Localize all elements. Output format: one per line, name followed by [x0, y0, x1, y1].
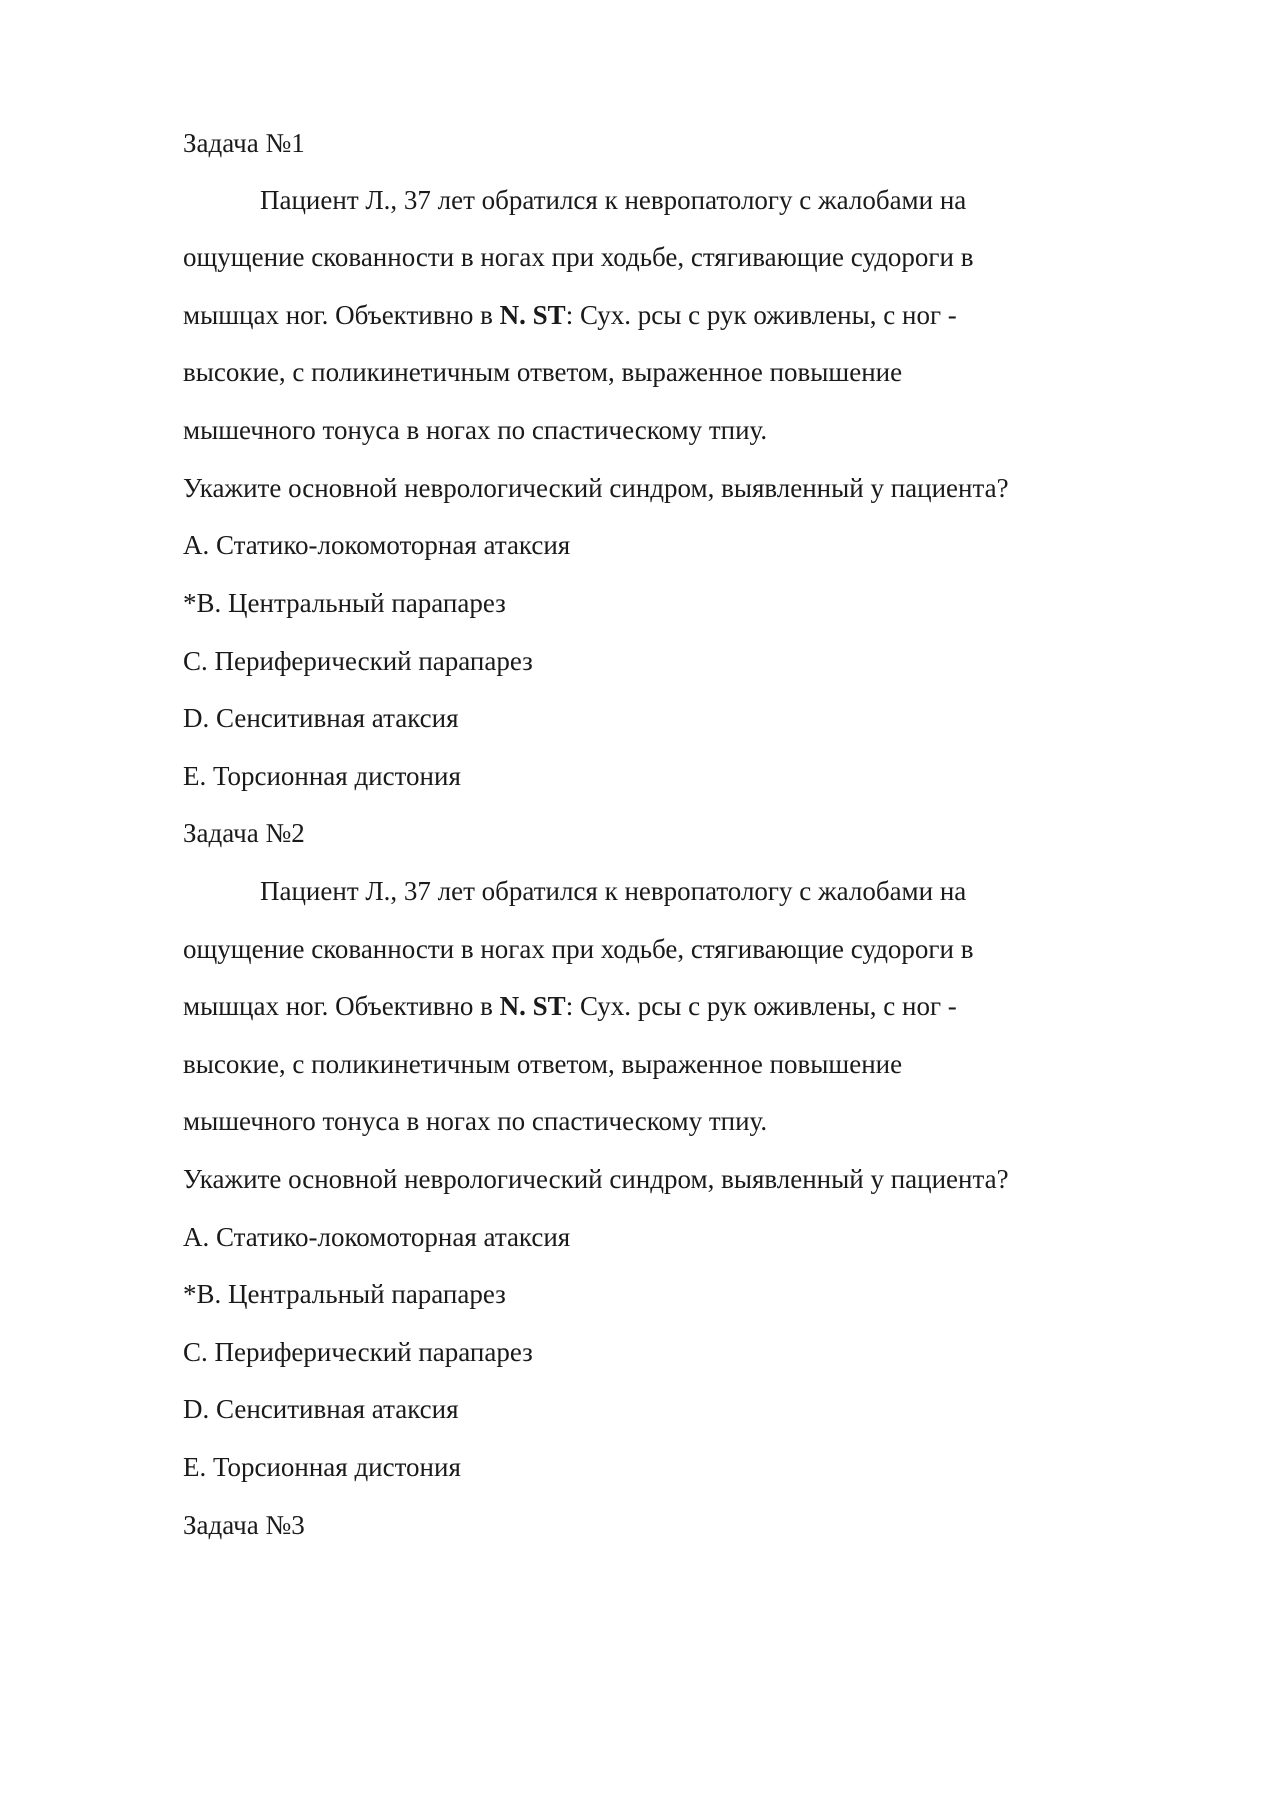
paragraph-line: ощущение скованности в ногах при ходьбе, стягивающие судороги в [183, 934, 974, 964]
answer-option: *В. Центральный парапарез [183, 1279, 506, 1309]
question-text: Укажите основной неврологический синдром, выявленный у пациента? [183, 473, 1009, 503]
question-text: Укажите основной неврологический синдром, выявленный у пациента? [183, 1164, 1009, 1194]
bold-abbreviation: N. ST [499, 300, 566, 330]
paragraph-line-mixed [183, 302, 957, 329]
answer-option: А. Статико-локомоторная атаксия [183, 530, 571, 560]
paragraph-line: высокие, с поликинетичным ответом, выраженное повышение [183, 357, 903, 387]
answer-option: *В. Центральный парапарез [183, 588, 506, 618]
paragraph-line: ощущение скованности в ногах при ходьбе, стягивающие судороги в [183, 242, 974, 272]
text-fragment: мышцах ног. Объективно в [183, 300, 500, 330]
paragraph-line: высокие, с поликинетичным ответом, выраженное повышение [183, 1049, 903, 1079]
text-fragment: мышцах ног. Объективно в [183, 991, 500, 1021]
paragraph-line: мышечного тонуса в ногах по спастическому тпиу. [183, 415, 768, 445]
text-fragment: : Сух. рсы с рук оживлены, с ног - [565, 300, 957, 330]
task-title: Задача №3 [183, 1510, 305, 1540]
paragraph-line: Пациент Л., 37 лет обратился к невропатологу с жалобами на [260, 876, 967, 906]
task-title: Задача №1 [183, 128, 305, 158]
answer-option: А. Статико-локомоторная атаксия [183, 1222, 571, 1252]
paragraph-line: Пациент Л., 37 лет обратился к невропатологу с жалобами на [260, 185, 967, 215]
answer-option: С. Периферический парапарез [183, 1337, 533, 1367]
bold-abbreviation: N. ST [499, 991, 566, 1021]
paragraph-line-mixed [183, 993, 957, 1020]
answer-option: D. Сенситивная атаксия [183, 1394, 459, 1424]
answer-option: Е. Торсионная дистония [183, 1452, 461, 1482]
task-title: Задача №2 [183, 818, 305, 848]
answer-option: Е. Торсионная дистония [183, 761, 461, 791]
text-fragment: : Сух. рсы с рук оживлены, с ног - [565, 991, 957, 1021]
answer-option: С. Периферический парапарез [183, 646, 533, 676]
paragraph-line: мышечного тонуса в ногах по спастическому тпиу. [183, 1106, 768, 1136]
answer-option: D. Сенситивная атаксия [183, 703, 459, 733]
